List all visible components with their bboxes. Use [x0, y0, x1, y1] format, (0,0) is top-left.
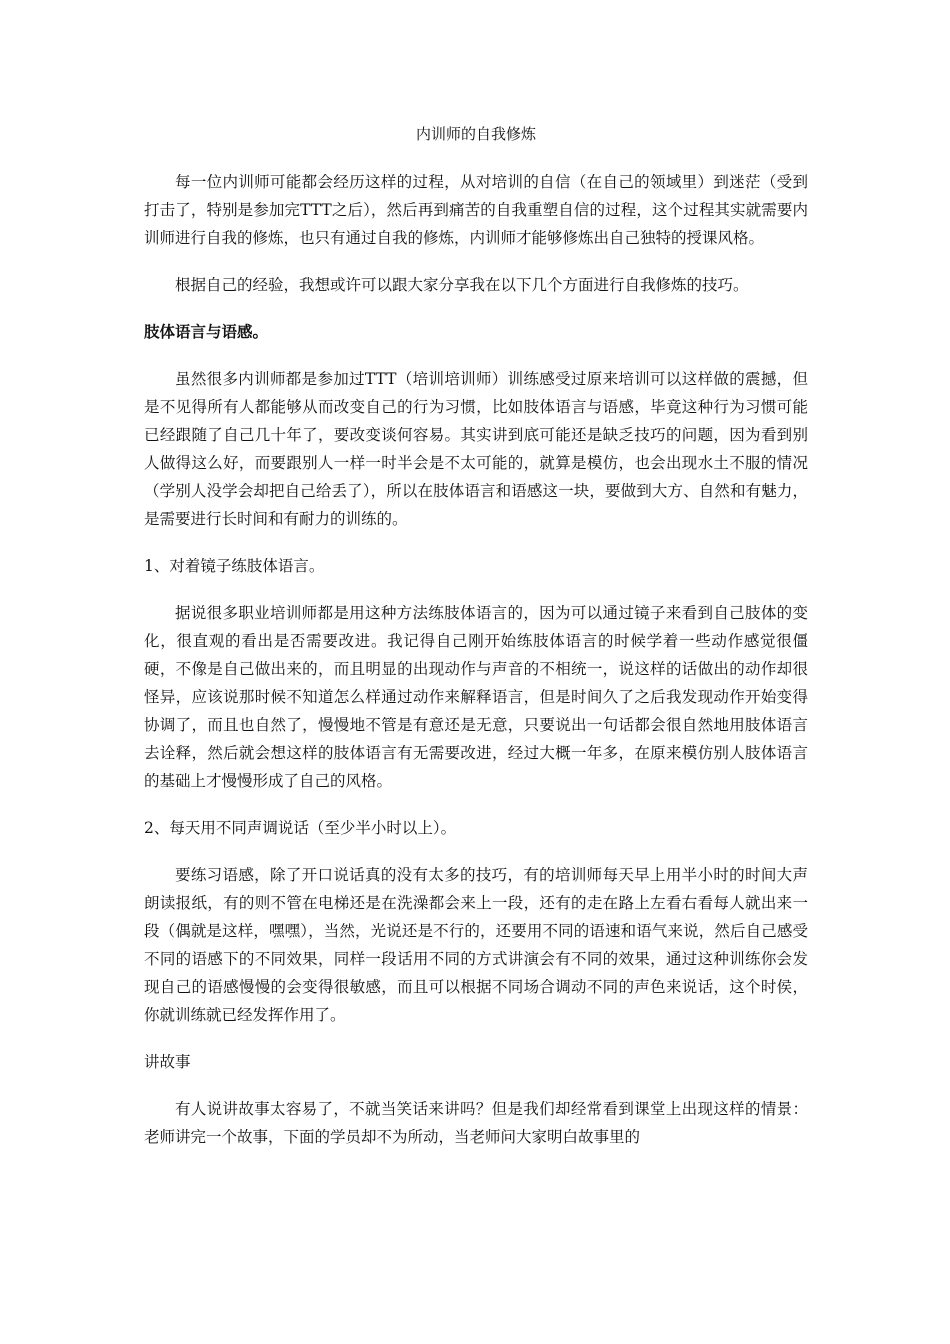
paragraph-storytelling: 有人说讲故事太容易了，不就当笑话来讲吗？但是我们却经常看到课堂上出现这样的情景：老师讲完一个故事，下面的学员却不为所动，当老师问大家明白故事里的: [144, 1100, 808, 1146]
section-heading-body-language: 肢体语言与语感。: [144, 323, 269, 341]
paragraph-mirror-practice: 据说很多职业培训师都是用这种方法练肢体语言的，因为可以通过镜子来看到自己肢体的变化，很直观的看出是否需要改进。我记得自己刚开始练肢体语言的时候学着一些动作感觉很僵硬，不像是自己做出来的，而且明显的出现动作与声音的不相统一，说这样的话做出的动作却很怪异，应该说那时候不知道怎么样通过动作来解释语言，但是时间久了之后我发现动作开始变得协调了，而且也自然了，慢慢地不管是有意还是无意，只要说出一句话都会很自然地用肢体语言去诠释，然后就会想这样的肢体语言有无需要改进，经过大概一年多，在原来模仿别人肢体语言的基础上才慢慢形成了自己的风格。: [144, 604, 808, 790]
subheading-storytelling: 讲故事: [144, 1053, 191, 1071]
paragraph-intro: 每一位内训师可能都会经历这样的过程，从对培训的自信（在自己的领域里）到迷茫（受到打击了，特别是参加完TTT之后），然后再到痛苦的自我重塑自信的过程，这个过程其实就需要内训师进行自我的修炼，也只有通过自我的修炼，内训师才能够修炼出自己独特的授课风格。: [144, 173, 808, 247]
paragraph-experience: 根据自己的经验，我想或许可以跟大家分享我在以下几个方面进行自我修炼的技巧。: [175, 276, 749, 294]
document-page: [144, 120, 808, 1170]
subheading-mirror-practice: 1、对着镜子练肢体语言。: [144, 557, 325, 575]
document-title: 内训师的自我修炼: [415, 125, 536, 143]
subheading-tone-practice: 2、每天用不同声调说话（至少半小时以上）。: [144, 819, 457, 837]
paragraph-body-language: 虽然很多内训师都是参加过TTT（培训培训师）训练感受过原来培训可以这样做的震撼，但是不见得所有人都能够从而改变自己的行为习惯，比如肢体语言与语感，毕竟这种行为习惯可能已经跟随了自己几十年了，要改变谈何容易。其实讲到底可能还是缺乏技巧的问题，因为看到别人做得这么好，而要跟别人一样一时半会是不太可能的，就算是模仿，也会出现水土不服的情况（学别人没学会却把自己给丢了），所以在肢体语言和语感这一块，要做到大方、自然和有魅力，是需要进行长时间和有耐力的训练的。: [144, 370, 808, 528]
paragraph-tone-practice: 要练习语感，除了开口说话真的没有太多的技巧，有的培训师每天早上用半小时的时间大声朗读报纸，有的则不管在电梯还是在洗澡都会来上一段，还有的走在路上左看右看每人就出来一段（偶就是这样，嘿嘿），当然，光说还是不行的，还要用不同的语速和语气来说，然后自己感受不同的语感下的不同效果，同样一段话用不同的方式讲演会有不同的效果，通过这种训练你会发现自己的语感慢慢的会变得很敏感，而且可以根据不同场合调动不同的声色来说话，这个时侯，你就训练就已经发挥作用了。: [144, 866, 808, 1024]
